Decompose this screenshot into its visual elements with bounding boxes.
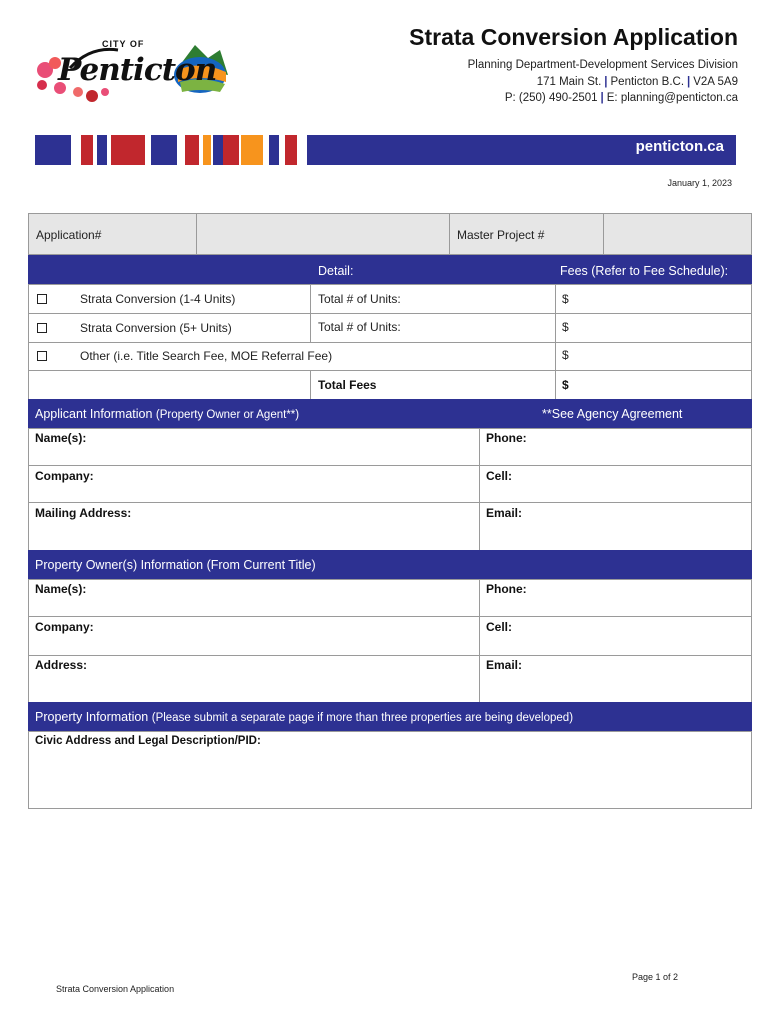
application-number-field[interactable] [196,213,450,255]
fee-row-3-fee: $ [562,348,569,362]
address-line: 171 Main St. | Penticton B.C. | V2A 5A9 [536,76,738,88]
property-section-header [28,702,752,732]
fee-row-1-detail-cell[interactable] [310,284,556,314]
civic-address-label: Civic Address and Legal Description/PID: [35,735,261,747]
banner-band [35,135,736,165]
total-fee-cell[interactable] [555,370,752,400]
fee-row-2-label: Strata Conversion (5+ Units) [80,321,232,335]
fees-table-header [28,255,752,285]
applicant-section-header [28,399,752,429]
applicant-cell-label: Cell: [486,469,513,483]
total-fee-value: $ [562,378,569,392]
revision-date: January 1, 2023 [667,178,732,188]
applicant-company-label: Company: [35,469,94,483]
owner-heading: Property Owner(s) Information (From Current Title) [35,558,316,572]
fee-row-1-label: Strata Conversion (1-4 Units) [80,292,236,306]
applicant-email-field[interactable] [479,502,752,551]
logo-name-text: Penticton [58,52,217,88]
applicant-heading: Applicant Information (Property Owner or Agent**) [35,407,300,421]
master-project-field[interactable] [603,213,752,255]
owner-section-header [28,550,752,580]
applicant-company-field[interactable] [28,465,480,503]
contact-phone: P: (250) 490-2501 [504,92,598,104]
owner-names-label: Name(s): [35,582,87,596]
fee-row-3-checkbox[interactable] [37,351,47,361]
detail-header: Detail: [318,264,354,278]
fee-row-1-checkbox[interactable] [37,294,47,304]
applicant-email-label: Email: [486,506,523,520]
page-number: Page 1 of 2 [632,972,679,982]
owner-company-label: Company: [35,620,94,634]
property-heading: Property Information (Please submit a separate page if more than three properties are being developed) [35,710,574,724]
total-label-cell [310,370,556,400]
fee-row-1-detail: Total # of Units: [318,292,401,306]
applicant-phone-label: Phone: [486,431,527,445]
contact-line: P: (250) 490-2501 | E: planning@penticton.ca [504,92,738,104]
owner-cell-label: Cell: [486,620,513,634]
applicant-names-field[interactable] [28,428,480,466]
owner-email-field[interactable] [479,655,752,703]
agency-note: **See Agency Agreement [542,407,683,421]
applicant-cell-field[interactable] [479,465,752,503]
application-number-label-cell [28,213,197,255]
fee-row-2-checkbox[interactable] [37,323,47,333]
contact-email: E: planning@penticton.ca [606,92,738,104]
logo-city-of-text: CITY OF [102,39,145,49]
applicant-names-label: Name(s): [35,431,87,445]
owner-cell-field[interactable] [479,616,752,656]
owner-email-label: Email: [486,658,523,672]
fee-row-2-detail-cell[interactable] [310,313,556,343]
fee-row-2-label-cell [28,313,311,343]
fee-row-1-fee: $ [562,292,569,306]
fee-row-1-fee-cell[interactable] [555,284,752,314]
owner-address-label: Address: [35,658,88,672]
fee-row-3-label-cell [28,342,556,371]
master-project-label-cell [449,213,604,255]
fee-row-1-label-cell [28,284,311,314]
fees-header: Fees (Refer to Fee Schedule): [560,264,729,278]
application-number-label: Application# [36,228,102,242]
civic-address-field[interactable] [28,731,752,809]
master-project-label: Master Project # [457,228,545,242]
fee-row-3-fee-cell[interactable] [555,342,752,371]
applicant-mailing-label: Mailing Address: [35,506,132,520]
address-postal: V2A 5A9 [693,76,738,88]
fee-row-3-label: Other (i.e. Title Search Fee, MOE Referral Fee) [80,349,333,363]
fee-row-2-detail: Total # of Units: [318,320,401,334]
fee-row-2-fee: $ [562,320,569,334]
website-url: penticton.ca [635,138,724,155]
division-name: Planning Department-Development Services Division [467,59,738,71]
city-logo [30,30,230,110]
owner-company-field[interactable] [28,616,480,656]
footer-document-name: Strata Conversion Application [56,984,175,994]
owner-address-field[interactable] [28,655,480,703]
owner-phone-label: Phone: [486,582,527,596]
owner-phone-field[interactable] [479,579,752,617]
total-fees-label: Total Fees [318,378,377,392]
total-spacer-cell [28,370,311,400]
applicant-mailing-field[interactable] [28,502,480,551]
address-city: Penticton B.C. [610,76,685,88]
document-title: Strata Conversion Application [409,24,738,50]
fee-row-2-fee-cell[interactable] [555,313,752,343]
owner-names-field[interactable] [28,579,480,617]
address-street: 171 Main St. [536,76,602,88]
applicant-phone-field[interactable] [479,428,752,466]
